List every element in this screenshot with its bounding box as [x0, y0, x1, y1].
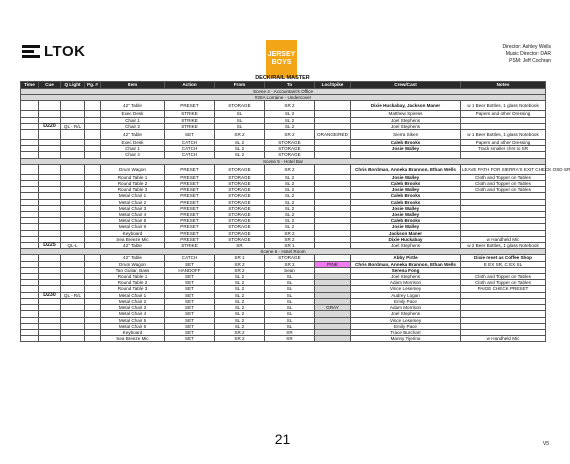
to-cell: SL [265, 274, 315, 280]
column-header: Notes [461, 82, 546, 89]
item-cell: Tan Guitar, Bass [101, 267, 165, 273]
column-header: Time [21, 82, 39, 89]
action-cell: SET [165, 317, 215, 323]
to-cell: Sean [265, 267, 315, 273]
qlight-cell [61, 130, 85, 140]
from-cell: STORAGE [215, 187, 265, 193]
page-cell [85, 336, 101, 342]
item-cell: Round Table 1 [101, 174, 165, 180]
column-header: Cue [39, 82, 61, 89]
to-cell: SL [265, 286, 315, 292]
page-cell [85, 101, 101, 111]
from-cell: STORAGE [215, 199, 265, 205]
from-cell: SL 2 [215, 298, 265, 304]
column-header: Loc/Spike [315, 82, 351, 89]
item-cell: 42" Table [101, 101, 165, 111]
action-cell: CATCH [165, 146, 215, 152]
to-cell: SL [265, 323, 315, 329]
crew-cell: Matthew Spiress [351, 111, 461, 117]
loc-cell: PINK [315, 261, 351, 267]
crew-cell: Josie Walley [351, 187, 461, 193]
crew-cell: Joel Stephens [351, 117, 461, 123]
version-label: V5 [542, 441, 549, 447]
cue-table [20, 81, 570, 342]
from-cell: STORAGE [215, 218, 265, 224]
cue-cell: D225 [39, 243, 61, 249]
loc-cell [315, 164, 351, 174]
item-cell: Metal Chair 6 [101, 224, 165, 230]
show-logo-line1: JERSEY [267, 51, 296, 58]
crew-cell: Serena Fong [351, 267, 461, 273]
from-cell: SL [215, 123, 265, 129]
action-cell: PRESET [165, 101, 215, 111]
notes-cell: Cloth and Topper on Tables [461, 174, 546, 180]
column-header: Action [165, 82, 215, 89]
scene-title: Scene 6 - Hotel Room [21, 249, 546, 255]
action-cell: SET [165, 298, 215, 304]
notes-cell: Papers and other Dressing [461, 111, 546, 117]
crew-cell: Audrey Logan [351, 292, 461, 298]
action-cell: SET [165, 261, 215, 267]
crew-cell: Manny Tijerina [351, 336, 461, 342]
item-cell: Drum Wagon [101, 164, 165, 174]
crew-cell: Adam Morrison [351, 305, 461, 311]
to-cell: SL [265, 305, 315, 311]
action-cell: SET [165, 305, 215, 311]
item-cell: Chair 2 [101, 152, 165, 158]
from-cell: SL 2 [215, 317, 265, 323]
action-cell: SET [165, 286, 215, 292]
cue-cell [39, 164, 61, 174]
to-cell: SR 1 [265, 243, 315, 249]
table-header-row [21, 82, 546, 89]
to-cell: SR 2 [265, 236, 315, 242]
from-cell: SR 2 [215, 261, 265, 267]
from-cell: STORAGE [215, 174, 265, 180]
action-cell: PRESET [165, 174, 215, 180]
to-cell: SL 2 [265, 199, 315, 205]
show-logo [266, 40, 297, 78]
to-cell: SL [265, 298, 315, 304]
crew-cell: Dixie Huckabay, Jackson Maner [351, 101, 461, 111]
to-cell: SL 2 [265, 224, 315, 230]
action-cell: SET [165, 329, 215, 335]
crew-cell: Josie Walley [351, 224, 461, 230]
cue-cell: D220 [39, 123, 61, 129]
qlight-cell [61, 101, 85, 111]
to-cell: SL 2 [265, 181, 315, 187]
item-cell: Drum Wagon [101, 261, 165, 267]
from-cell: SR 2 [215, 329, 265, 335]
table-row [21, 101, 546, 111]
action-cell: SET [165, 323, 215, 329]
time-cell [21, 336, 39, 342]
to-cell: SR 2 [265, 230, 315, 236]
action-cell: SET [165, 274, 215, 280]
action-cell: PRESET [165, 205, 215, 211]
column-header: Pg. # [85, 82, 101, 89]
to-cell: SL 2 [265, 205, 315, 211]
qlight-cell: QL - R/L [61, 123, 85, 129]
scene-subtitle: #20A Lorraine - Undercover [21, 95, 546, 101]
to-cell: STORAGE [265, 140, 315, 146]
column-header: To [265, 82, 315, 89]
loc-cell [315, 336, 351, 342]
credit-director: Director: Ashley Wells [502, 44, 551, 50]
crew-cell: Chris Bordman, Anneka Brannon, Ethan Wells [351, 261, 461, 267]
item-cell: Round Table 2 [101, 280, 165, 286]
item-cell: Round Table 1 [101, 274, 165, 280]
table-row [21, 336, 546, 342]
from-cell: STORAGE [215, 212, 265, 218]
from-cell: SL 2 [215, 305, 265, 311]
qlight-cell [61, 336, 85, 342]
action-cell: PRESET [165, 193, 215, 199]
crew-cell: Josie Walley [351, 174, 461, 180]
item-cell: Metal Chair 5 [101, 218, 165, 224]
action-cell: STRIKE [165, 243, 215, 249]
from-cell: STORAGE [215, 230, 265, 236]
action-cell: PRESET [165, 230, 215, 236]
to-cell: SL 2 [265, 117, 315, 123]
item-cell: Round Table 2 [101, 181, 165, 187]
from-cell: SR 2 [215, 267, 265, 273]
action-cell: CATCH [165, 152, 215, 158]
action-cell: SET [165, 311, 215, 317]
to-cell: SL [265, 311, 315, 317]
column-header: Item [101, 82, 165, 89]
crew-cell: Emily Pace [351, 298, 461, 304]
cue-cell [39, 101, 61, 111]
item-cell: Metal Chair 2 [101, 199, 165, 205]
to-cell: SR [265, 336, 315, 342]
from-cell: SL 2 [215, 292, 265, 298]
to-cell: SR 2 [265, 261, 315, 267]
action-cell: PRESET [165, 224, 215, 230]
crew-cell: Abby Pirtle [351, 255, 461, 261]
item-cell: Round Table 3 [101, 187, 165, 193]
page-number: 21 [274, 431, 291, 447]
from-cell: STORAGE [215, 181, 265, 187]
from-cell: SR [215, 243, 265, 249]
from-cell: STORAGE [215, 193, 265, 199]
to-cell: STORAGE [265, 152, 315, 158]
to-cell: SL [265, 292, 315, 298]
from-cell: SL 2 [215, 140, 265, 146]
action-cell: PRESET [165, 164, 215, 174]
notes-cell: PAIGE CHECK PRESET [461, 286, 546, 292]
notes-cell: Cloth and Topper on Tables [461, 187, 546, 193]
crew-cell: Josie Walley [351, 205, 461, 211]
column-header: Crew/Cast [351, 82, 461, 89]
time-cell [21, 101, 39, 111]
notes-cell: LEAVE PATH FOR SIERRA'S EXIT CHECK OSD SR [461, 164, 546, 174]
action-cell: PRESET [165, 212, 215, 218]
item-cell: Keyboard [101, 230, 165, 236]
notes-cell: w 1 Beer Bottles, 1 glass Notebook [461, 130, 546, 140]
crew-cell: Chris Bordman, Anneka Brannon, Ethan Wells [351, 164, 461, 174]
action-cell: SET [165, 292, 215, 298]
notes-cell: Cloth and Topper on Tables [461, 274, 546, 280]
ltok-logo [22, 43, 85, 60]
notes-cell: w Handheld Mic [461, 236, 546, 242]
from-cell: SR 1 [215, 255, 265, 261]
action-cell: PRESET [165, 187, 215, 193]
from-cell: SL 2 [215, 311, 265, 317]
item-cell: Metal Chair 6 [101, 323, 165, 329]
credit-psm: PSM: Jeff Cochran [509, 58, 551, 64]
action-cell: SET [165, 130, 215, 140]
crew-cell: Caleb Brooks [351, 218, 461, 224]
item-cell: Round Table 3 [101, 286, 165, 292]
action-cell: SET [165, 336, 215, 342]
crew-cell: Josie Walley [351, 212, 461, 218]
table-row [21, 130, 546, 140]
action-cell: CATCH [165, 255, 215, 261]
crew-cell: Adam Morrison [351, 280, 461, 286]
cue-cell [39, 336, 61, 342]
time-cell [21, 130, 39, 140]
notes-cell: Papers and other Dressing [461, 140, 546, 146]
crew-cell: Sierra Sikes [351, 130, 461, 140]
crew-cell: Trace Burchart [351, 329, 461, 335]
to-cell: SL [265, 317, 315, 323]
from-cell: SL 2 [215, 152, 265, 158]
from-cell: STORAGE [215, 236, 265, 242]
action-cell: PRESET [165, 181, 215, 187]
from-cell: SL 2 [215, 146, 265, 152]
qlight-cell: QL - R/L [61, 292, 85, 298]
item-cell: Metal Chair 2 [101, 298, 165, 304]
from-cell: SL [215, 117, 265, 123]
logo-text: LTOK [44, 43, 86, 60]
crew-cell: Joel Stephens [351, 123, 461, 129]
column-header: From [215, 82, 265, 89]
item-cell: 42" Table [101, 130, 165, 140]
from-cell: SL [215, 111, 265, 117]
page-cell [85, 130, 101, 140]
item-cell: Exec Desk [101, 111, 165, 117]
crew-cell: Vince Lesemey [351, 286, 461, 292]
loc-cell: GRAY [315, 305, 351, 311]
from-cell: SR 2 [215, 336, 265, 342]
item-cell: Sea Breeze Mic [101, 336, 165, 342]
action-cell: PRESET [165, 199, 215, 205]
credits [502, 44, 551, 65]
qlight-cell [61, 164, 85, 174]
show-logo-line2: BOYS [271, 59, 292, 66]
to-cell: SL 2 [265, 193, 315, 199]
crew-cell: Jackson Maner [351, 230, 461, 236]
to-cell: STORAGE [265, 255, 315, 261]
to-cell: SR 2 [265, 130, 315, 140]
crew-cell: Vince Lesemey [351, 317, 461, 323]
document-title: DECK/RAIL MASTER [255, 75, 310, 81]
crew-cell: Josie Walley [351, 146, 461, 152]
cue-cell: D230 [39, 292, 61, 298]
crew-cell: Dixie Huckabay [351, 236, 461, 242]
action-cell: SET [165, 280, 215, 286]
item-cell: Chair 1 [101, 146, 165, 152]
crew-cell: Caleb Brooks [351, 193, 461, 199]
action-cell: STRIKE [165, 123, 215, 129]
from-cell: SL 2 [215, 286, 265, 292]
from-cell: SL 2 [215, 323, 265, 329]
from-cell: SL 2 [215, 274, 265, 280]
item-cell: Chair 2 [101, 123, 165, 129]
crew-cell: Caleb Brooks [351, 199, 461, 205]
notes-cell: Cloth and Topper on Tables [461, 181, 546, 187]
loc-cell [315, 101, 351, 111]
action-cell: PRESET [165, 236, 215, 242]
notes-cell: E EX SR, C EX SL [461, 261, 546, 267]
notes-cell: w 2 Beer Bottles, 1 glass Notebook [461, 243, 546, 249]
item-cell: Metal Chair 4 [101, 212, 165, 218]
from-cell: SR 2 [215, 130, 265, 140]
to-cell: SL 2 [265, 111, 315, 117]
crew-cell: Caleb Brooks [351, 140, 461, 146]
notes-cell: Dixie reset as Coffee Shop [461, 255, 546, 261]
to-cell: SL 2 [265, 174, 315, 180]
logo-mark-icon [22, 45, 40, 58]
item-cell: Metal Chair 4 [101, 311, 165, 317]
qlight-cell: QL-L [61, 243, 85, 249]
item-cell: Keyboard [101, 329, 165, 335]
loc-cell: ORANGE/RED [315, 130, 351, 140]
to-cell: SL [265, 280, 315, 286]
table-row [21, 164, 546, 174]
item-cell: Metal Chair 1 [101, 193, 165, 199]
item-cell: Metal Chair 3 [101, 305, 165, 311]
crew-cell: Joel Stephens [351, 311, 461, 317]
from-cell: STORAGE [215, 205, 265, 211]
credit-music-director: Music Director: DAR [505, 51, 551, 57]
notes-cell: w 1 Beer Bottles, 1 glass Notebook [461, 101, 546, 111]
notes-cell: w Handheld Mic [461, 336, 546, 342]
scene-title: Scene 5 - Hotel Bar [21, 158, 546, 164]
action-cell: PRESET [165, 218, 215, 224]
notes-cell: Track smaller chrs to SR [461, 146, 546, 152]
action-cell: HANDOFF [165, 267, 215, 273]
to-cell: SL 2 [265, 212, 315, 218]
from-cell: STORAGE [215, 224, 265, 230]
column-header: Q Light [61, 82, 85, 89]
item-cell: Metal Chair 1 [101, 292, 165, 298]
to-cell: SR 2 [265, 164, 315, 174]
crew-cell: Joel Stephens [351, 243, 461, 249]
item-cell: Metal Chair 3 [101, 205, 165, 211]
to-cell: SR [265, 329, 315, 335]
action-cell: STRIKE [165, 111, 215, 117]
action-cell: STRIKE [165, 117, 215, 123]
crew-cell: Emily Pace [351, 323, 461, 329]
to-cell: SL 2 [265, 123, 315, 129]
from-cell: SL 2 [215, 280, 265, 286]
time-cell [21, 164, 39, 174]
item-cell: Exec Desk [101, 140, 165, 146]
notes-cell: Cloth and Topper on Tables [461, 280, 546, 286]
cue-cell [39, 130, 61, 140]
to-cell: SR 2 [265, 101, 315, 111]
crew-cell: Joel Stephens [351, 274, 461, 280]
to-cell: SL 2 [265, 187, 315, 193]
page-cell [85, 164, 101, 174]
item-cell: 42" Table [101, 255, 165, 261]
from-cell: STORAGE [215, 101, 265, 111]
scene-title: Scene 4 - Accountant's Office [21, 89, 546, 95]
item-cell: Metal Chair 5 [101, 317, 165, 323]
crew-cell: Caleb Brooks [351, 181, 461, 187]
from-cell: STORAGE [215, 164, 265, 174]
to-cell: SL 2 [265, 218, 315, 224]
item-cell: Chair 1 [101, 117, 165, 123]
action-cell: CATCH [165, 140, 215, 146]
item-cell: Sea Breeze Mic [101, 236, 165, 242]
item-cell: 42" Table [101, 243, 165, 249]
to-cell: STORAGE [265, 146, 315, 152]
